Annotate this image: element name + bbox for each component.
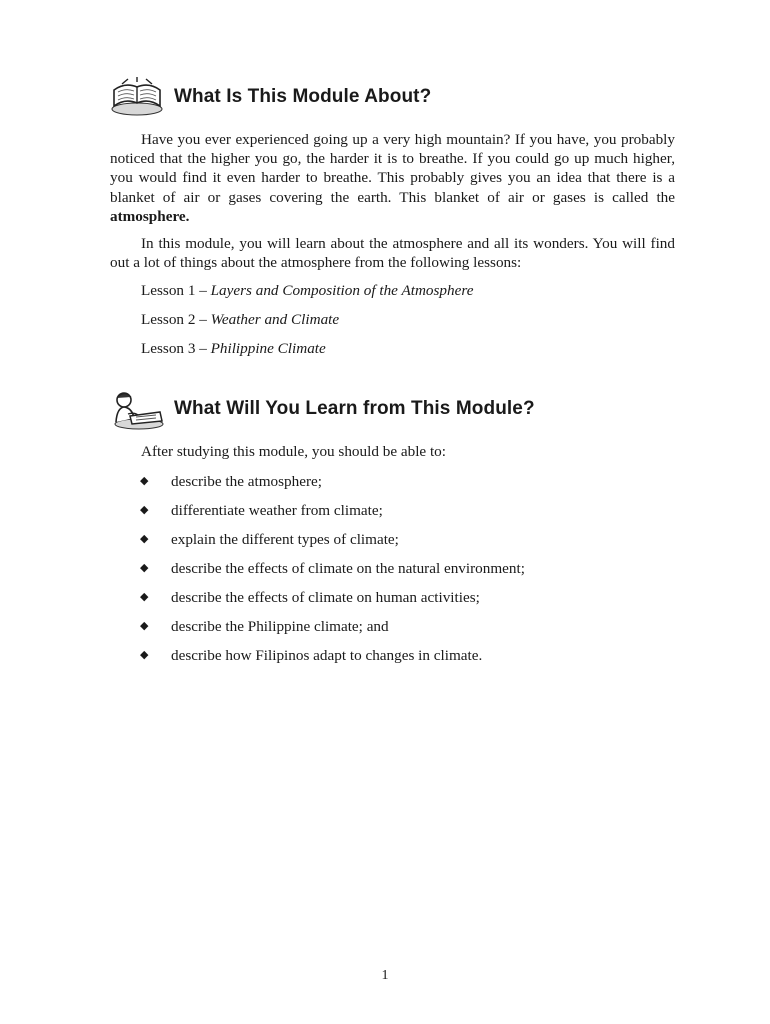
section-title: What Is This Module About? <box>174 86 432 107</box>
diamond-bullet-icon: ◆ <box>140 620 149 632</box>
lesson-title: Layers and Composition of the Atmosphere <box>210 282 474 299</box>
lesson-prefix: Lesson 2 – <box>141 311 211 328</box>
student-reading-icon <box>108 388 166 430</box>
objective-text: describe the Philippine climate; and <box>171 618 389 635</box>
objectives-intro: After studying this module, you should be able to: <box>141 443 446 460</box>
diamond-bullet-icon: ◆ <box>140 649 149 661</box>
diamond-bullet-icon: ◆ <box>140 533 149 545</box>
lesson-item <box>141 340 326 358</box>
lesson-title: Philippine Climate <box>210 340 326 357</box>
diamond-bullet-icon: ◆ <box>140 504 149 516</box>
diamond-bullet-icon: ◆ <box>140 562 149 574</box>
objective-text: describe how Filipinos adapt to changes in climate. <box>171 647 483 664</box>
open-book-icon <box>108 76 166 118</box>
lesson-prefix: Lesson 1 – <box>141 282 211 299</box>
intro-paragraph <box>110 130 675 226</box>
objective-text: describe the atmosphere; <box>171 473 322 490</box>
diamond-bullet-icon: ◆ <box>140 591 149 603</box>
lesson-item <box>141 282 473 300</box>
lesson-item <box>141 311 339 329</box>
objective-text: describe the effects of climate on the natural environment; <box>171 560 525 577</box>
objective-text: explain the different types of climate; <box>171 531 399 548</box>
lesson-title: Weather and Climate <box>210 311 340 328</box>
page-number: 1 <box>381 968 389 983</box>
lesson-prefix: Lesson 3 – <box>141 340 211 357</box>
section-title: What Will You Learn from This Module? <box>174 398 535 419</box>
section-heading-learn <box>108 388 535 430</box>
section-heading-about <box>108 76 431 118</box>
lessons-intro-paragraph: In this module, you will learn about the atmosphere and all its wonders. You will find out a lot of things about the atmosphere from the following lessons: <box>110 235 675 272</box>
diamond-bullet-icon: ◆ <box>140 475 149 487</box>
objective-text: differentiate weather from climate; <box>171 502 383 519</box>
key-term: atmosphere. <box>110 207 190 225</box>
paragraph-text: Have you ever experienced going up a very high mountain? If you have, you probably noticed that the higher you go, the harder it is to breathe. If you could go up much higher, you would find it even harder to breathe. This probably gives you an idea that there is a blanket of air or gases covering the earth. This blanket of air or gases is called the <box>110 131 675 206</box>
objective-text: describe the effects of climate on human activities; <box>171 589 480 606</box>
